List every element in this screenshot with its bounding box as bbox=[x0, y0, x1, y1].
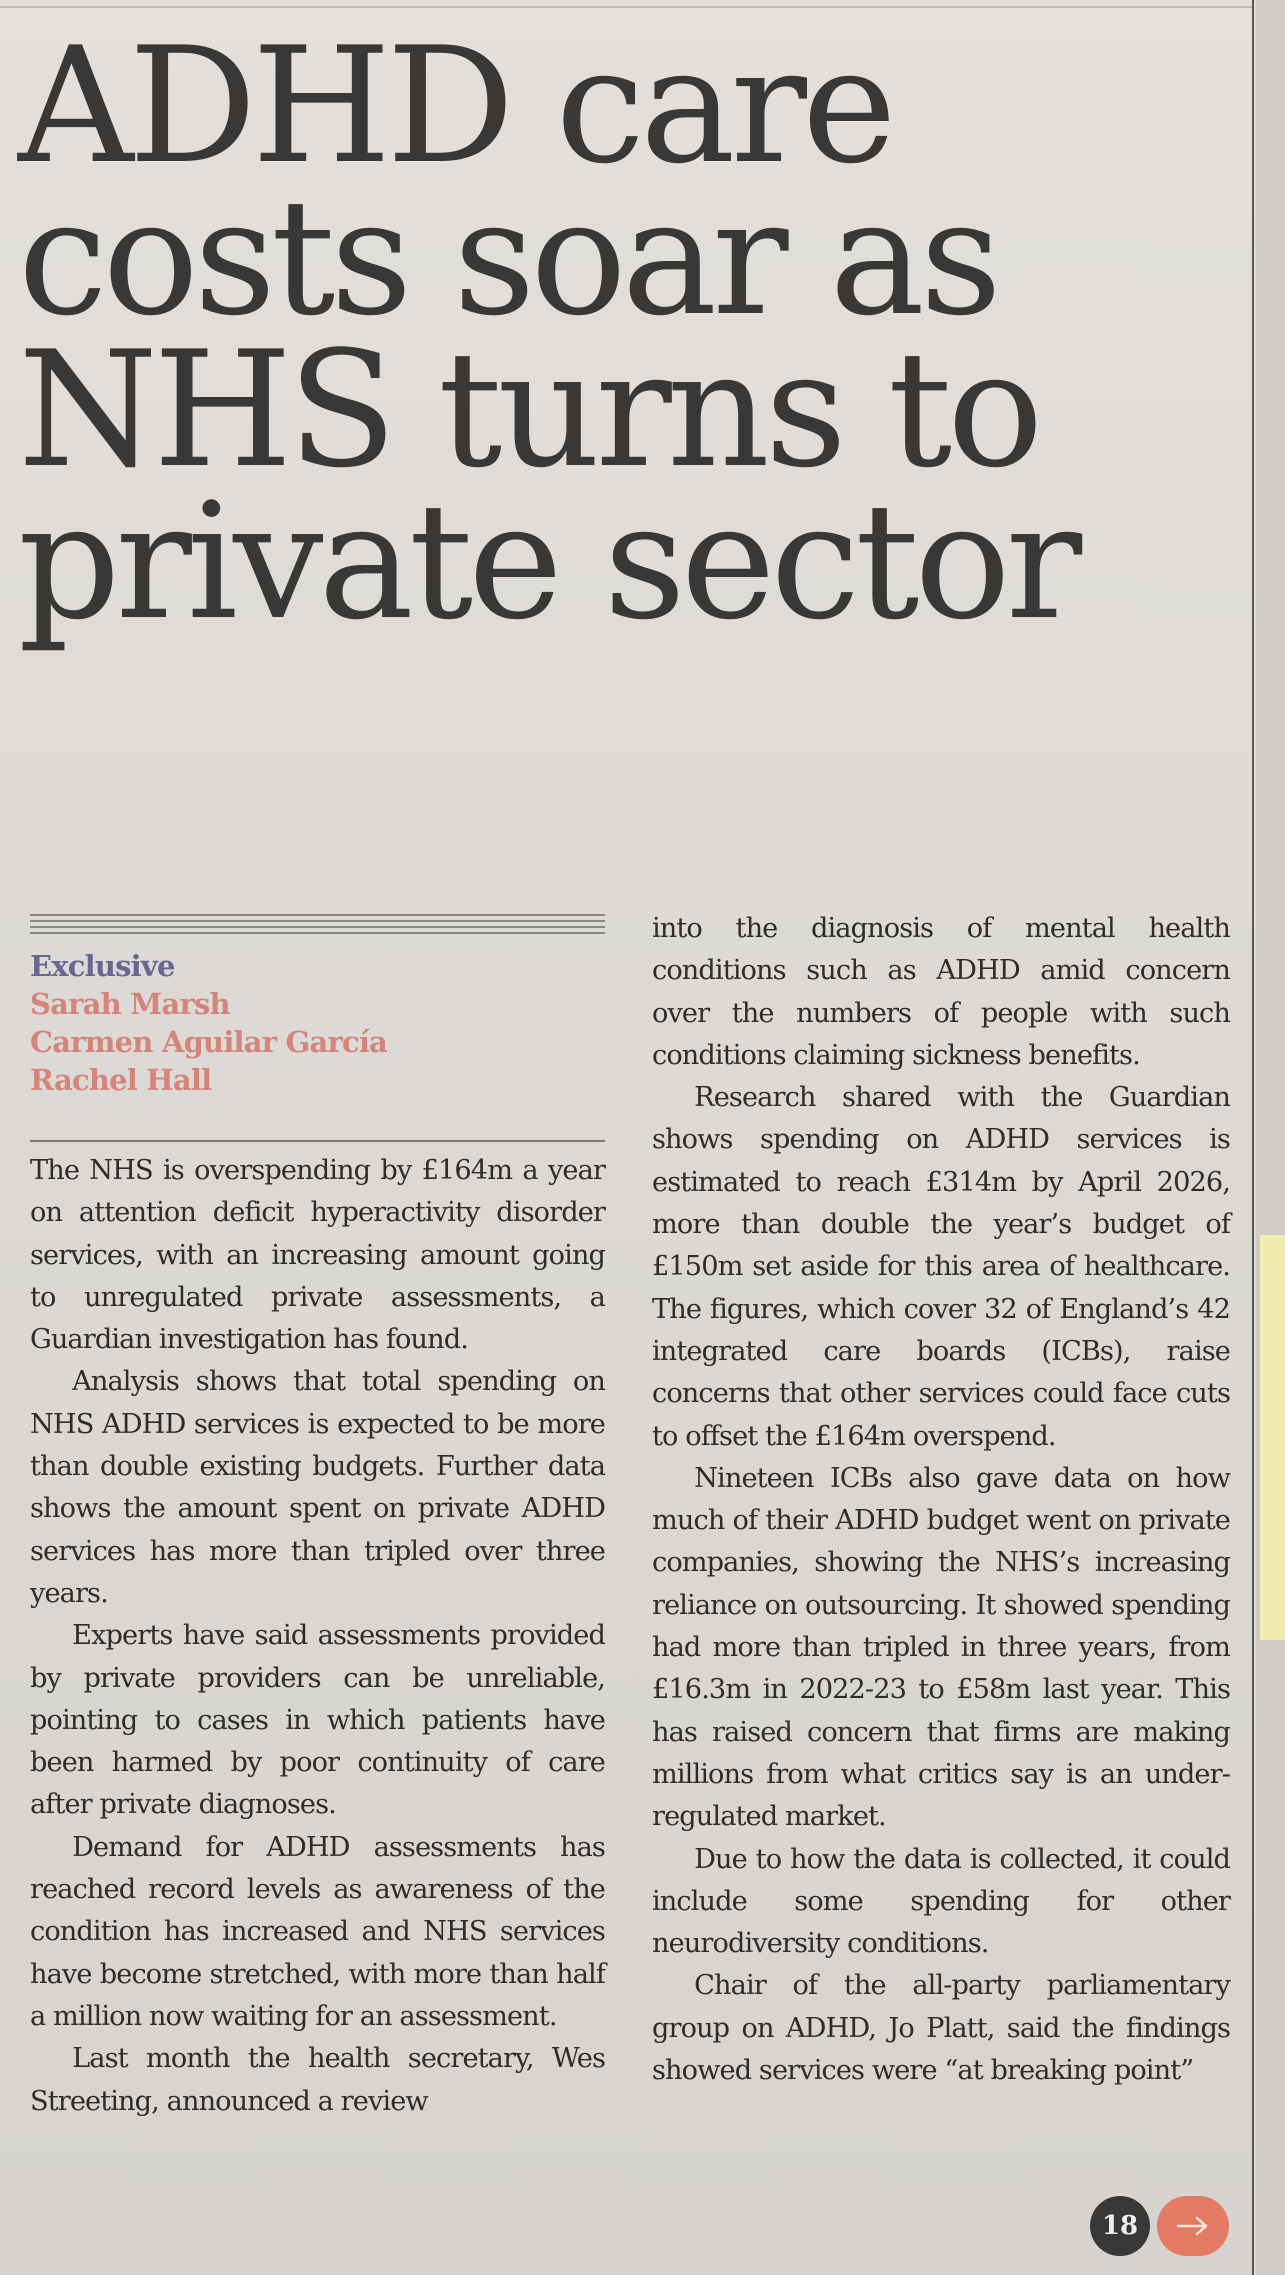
article-column-right bbox=[652, 908, 1230, 2092]
paragraph: Chair of the all-party parliamentary group on ADHD, Jo Platt, said the findings showed services were “at breaking point” bbox=[652, 1970, 1230, 2087]
decorative-rule bbox=[30, 920, 605, 922]
paragraph: Last month the health secretary, Wes Streeting, announced a review bbox=[30, 2043, 605, 2117]
author-name: Rachel Hall bbox=[30, 1063, 212, 1097]
page-number: 18 bbox=[1101, 2211, 1139, 2241]
paragraph: Demand for ADHD assessments has reached record levels as awareness of the condition has increased and NHS services have become stretched, with more than half a million now waiting for an assessment. bbox=[30, 1831, 605, 2032]
arrow-right-icon bbox=[1175, 2214, 1211, 2238]
decorative-rule bbox=[30, 932, 605, 934]
author-name: Carmen Aguilar García bbox=[30, 1025, 388, 1059]
article-column-left bbox=[30, 1150, 605, 2123]
author-name: Sarah Marsh bbox=[30, 987, 230, 1021]
top-rule bbox=[0, 6, 1252, 8]
byline-rule bbox=[30, 1140, 605, 1142]
headline: ADHD care costs soar as NHS turns to private sector bbox=[18, 12, 1078, 655]
kicker-exclusive: Exclusive bbox=[30, 949, 175, 983]
paragraph: Nineteen ICBs also gave data on how much of their ADHD budget went on private companies, showing the NHS’s increasing reliance on outsourcing. It showed spending had more than tripled in three years, from £16.3m in 2022-23 to £58m last year. This has raised concern that firms are making millions from what critics say is an under-regulated market. bbox=[652, 1462, 1230, 1833]
paragraph: Research shared with the Guardian shows spending on ADHD services is estimated to reach £314m by April 2026, more than double the year’s budget of £150m set aside for this area of healthcare. The figures, which cover 32 of England’s 42 integrated care boards (ICBs), raise concerns that other services could face cuts to offset the £164m overspend. bbox=[652, 1082, 1230, 1452]
adjacent-highlight bbox=[1260, 1235, 1285, 1640]
continue-arrow-button[interactable] bbox=[1157, 2196, 1229, 2256]
byline bbox=[30, 947, 605, 1099]
page-number-badge[interactable] bbox=[1090, 2196, 1150, 2256]
page-edge bbox=[1252, 0, 1254, 2275]
paragraph: Experts have said assessments provided by private providers can be unreliable, pointing to cases in which patients have been harmed by poor continuity of care after private diagnoses. bbox=[30, 1620, 605, 1821]
decorative-rule bbox=[30, 914, 605, 916]
paragraph: Analysis shows that total spending on NHS ADHD services is expected to be more than double existing budgets. Further data shows the amount spent on private ADHD services has more than tripled over three years. bbox=[30, 1366, 605, 1609]
paragraph: into the diagnosis of mental health conditions such as ADHD amid concern over the numbers of people with such conditions claiming sickness benefits. bbox=[652, 913, 1230, 1071]
decorative-rule bbox=[30, 926, 605, 928]
paragraph: Due to how the data is collected, it could include some spending for other neurodiversity conditions. bbox=[652, 1843, 1230, 1960]
paragraph: The NHS is overspending by £164m a year on attention deficit hyperactivity disorder services, with an increasing amount going to unregulated private assessments, a Guardian investigation has found. bbox=[30, 1155, 605, 1356]
adjacent-page-edge bbox=[1256, 0, 1285, 2275]
